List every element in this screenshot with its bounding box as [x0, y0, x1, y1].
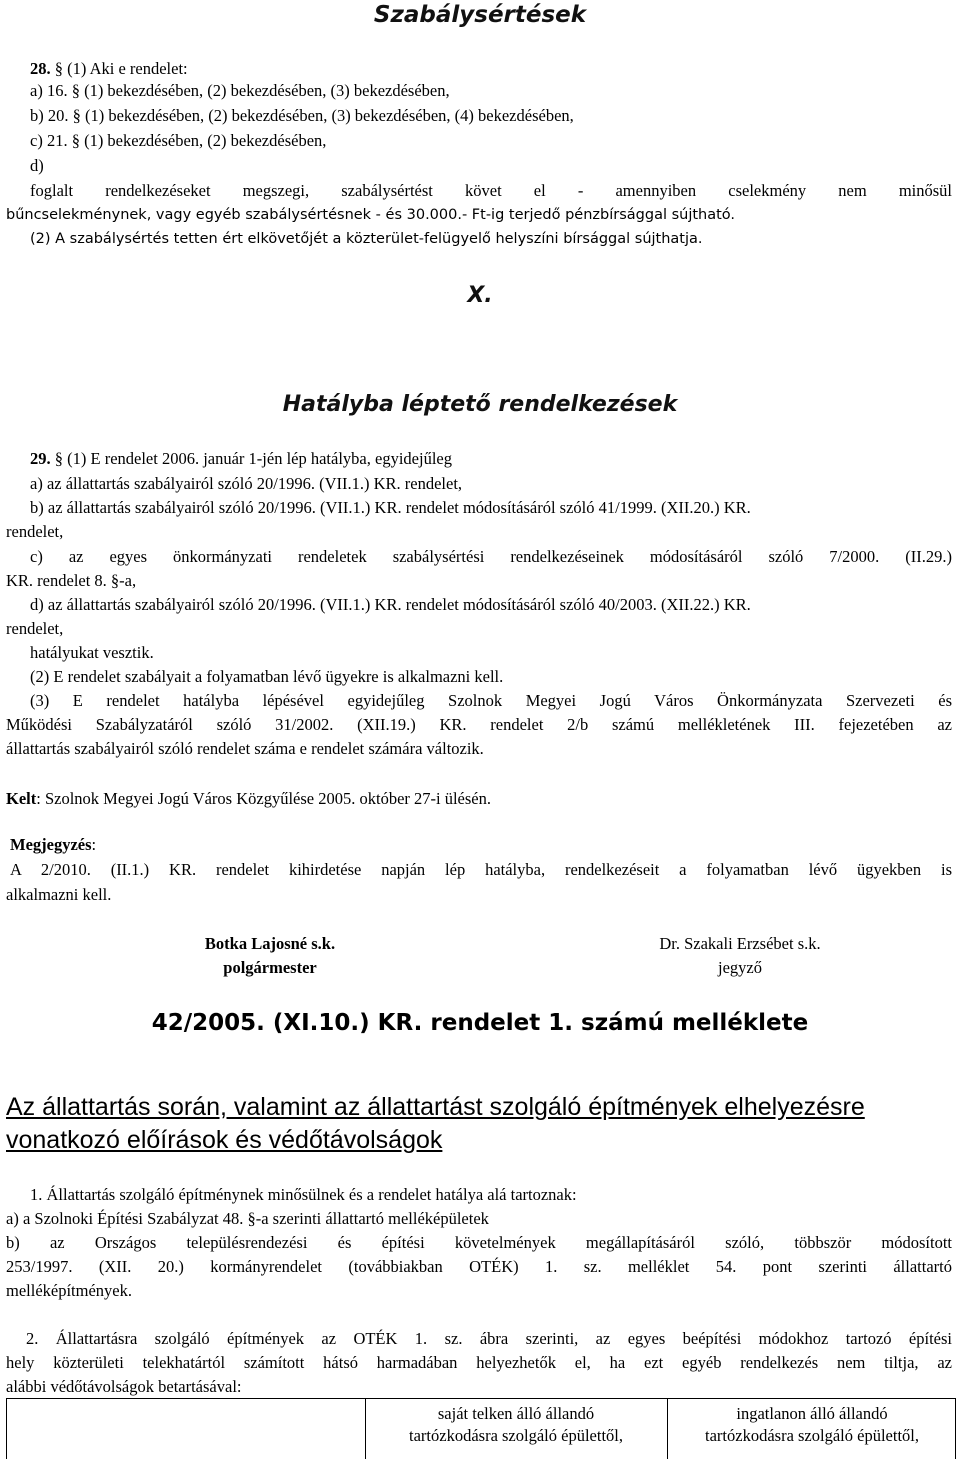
annex-subtitle-line2: vonatkozó előírások és védőtávolságok — [6, 1126, 443, 1154]
kelt-text: : Szolnok Megyei Jogú Város Közgyűlése 2005. október 27-i ülésén. — [36, 789, 491, 808]
s29-para1-text: § (1) E rendelet 2006. január 1-jén lép hatályba, egyidejűleg — [54, 449, 452, 468]
s28-item-d: d) — [30, 156, 44, 175]
table-header-col2-line1: saját telken álló állandó — [437, 1404, 595, 1423]
signatory-left-name: Botka Lajosné s.k. — [204, 934, 336, 953]
s28-number: 28. — [30, 59, 51, 78]
item1-line1: 1. Állattartás szolgáló építménynek minősülnek és a rendelet hatálya alá tartoznak: — [30, 1185, 577, 1204]
s29-para2: (2) E rendelet szabályait a folyamatban lévő ügyekre is alkalmazni kell. — [30, 667, 504, 686]
item1-b-line3: melléképítmények. — [6, 1281, 132, 1300]
s28-clause-line2: bűncselekménynek, vagy egyéb szabálysértésnek - és 30.000.- Ft-ig terjedő pénzbírsággal sújtható. — [6, 207, 736, 223]
s28-para2: (2) A szabálysértés tetten ért elkövetőjét a közterület-felügyelő helyszíni bírsággal sújthatja. — [30, 231, 703, 247]
s29-item-a: a) az állattartás szabályairól szóló 20/1996. (VII.1.) KR. rendelet, — [30, 474, 463, 493]
s29-para3-line3: állattartás szabályairól szóló rendelet száma e rendelet számára változik. — [6, 739, 484, 758]
s29-item-d: d) az állattartás szabályairól szóló 20/1996. (VII.1.) KR. rendelet módosításáról szóló 40/2003. (XII.22.) KR. — [30, 595, 751, 614]
s28-para1 — [30, 58, 188, 80]
s29-item-d-cont: rendelet, — [6, 619, 64, 638]
signatory-right-title: jegyző — [718, 958, 762, 977]
item2-line3: alábbi védőtávolságok betartásával: — [6, 1377, 242, 1396]
signatory-right-name: Dr. Szakali Erzsébet s.k. — [659, 934, 821, 953]
s28-item-c: c) 21. § (1) bekezdésében, (2) bekezdésében, — [30, 131, 327, 150]
table-header-col2-line2: tartózkodásra szolgáló épülettől, — [409, 1426, 623, 1445]
table-header-col2 — [365, 1399, 666, 1459]
s29-lose-effect: hatályukat vesztik. — [30, 643, 154, 662]
signatory-left-title: polgármester — [223, 958, 317, 977]
table-header-col3-line2: tartózkodásra szolgáló épülettől, — [705, 1426, 919, 1445]
s28-item-a: a) 16. § (1) bekezdésében, (2) bekezdésében, (3) bekezdésében, — [30, 81, 450, 100]
s29-para3-line2: Működési Szabályzatáról szóló 31/2002. (XII.19.) KR. rendelet 2/b számú mellékletének III. fejezetében az — [6, 715, 952, 734]
s29-item-b-cont: rendelet, — [6, 522, 64, 541]
annex-subtitle-line1: Az állattartás során, valamint az állattartást szolgáló építmények elhelyezésre — [6, 1093, 865, 1121]
annex-title: 42/2005. (XI.10.) KR. rendelet 1. számú melléklete — [151, 1010, 809, 1036]
s28-para1-text: § (1) Aki e rendelet: — [54, 59, 188, 78]
item1-b-line1: b) az Országos településrendezési és építési követelmények megállapításáról szóló, többször módosított — [6, 1233, 952, 1252]
item2-line2: hely közterületi telekhatártól számított hátsó harmadában helyezhetők el, ha ezt egyéb rendelkezés nem tiltja, az — [6, 1353, 952, 1372]
note-label: Megjegyzés — [10, 835, 92, 854]
chapter-title: Hatályba léptető rendelkezések — [282, 392, 678, 417]
note-line2: alkalmazni kell. — [6, 885, 112, 904]
item1-a: a) a Szolnoki Építési Szabályzat 48. §-a szerinti állattartó melléképületek — [6, 1209, 489, 1228]
note-heading — [10, 834, 96, 856]
s29-item-b: b) az állattartás szabályairól szóló 20/1996. (VII.1.) KR. rendelet módosításáról szóló 41/1999. (XII.20.) KR. — [30, 498, 751, 517]
s29-number: 29. — [30, 449, 51, 468]
item1-b-line2: 253/1997. (XII. 20.) kormányrendelet (továbbiakban OTÉK) 1. sz. melléklet 54. pont szerinti állattartó — [6, 1257, 952, 1276]
kelt-line — [6, 788, 491, 810]
note-colon: : — [91, 835, 97, 854]
s28-clause-line1: foglalt rendelkezéseket megszegi, szabálysértést követ el - amennyiben cselekmény nem minősül — [30, 181, 952, 200]
s28-item-b: b) 20. § (1) bekezdésében, (2) bekezdésében, (3) bekezdésében, (4) bekezdésében, — [30, 106, 574, 125]
s29-item-c-cont: KR. rendelet 8. §-a, — [6, 571, 137, 590]
table-header-col3 — [667, 1399, 956, 1459]
table-header-col3-line1: ingatlanon álló állandó — [736, 1404, 888, 1423]
chapter-number: X. — [467, 283, 493, 308]
s29-item-c: c) az egyes önkormányzati rendeletek szabálysértési rendelkezéseinek módosításáról szóló 7/2000. (II.29.) — [30, 547, 952, 566]
note-line1: A 2/2010. (II.1.) KR. rendelet kihirdetése napján lép hatályba, rendelkezéseit a folyamatban lévő ügyekben is — [10, 860, 952, 879]
section-heading: Szabálysértések — [373, 2, 587, 28]
s29-para1 — [30, 448, 452, 470]
item2-line1: 2. Állattartásra szolgáló építmények az OTÉK 1. sz. ábra szerinti, az egyes beépítési módokhoz tartozó építési — [26, 1329, 952, 1348]
kelt-label: Kelt — [6, 789, 37, 808]
s29-para3-line1: (3) E rendelet hatályba lépésével egyidejűleg Szolnok Megyei Jogú Város Önkormányzata Szervezeti és — [30, 691, 952, 710]
